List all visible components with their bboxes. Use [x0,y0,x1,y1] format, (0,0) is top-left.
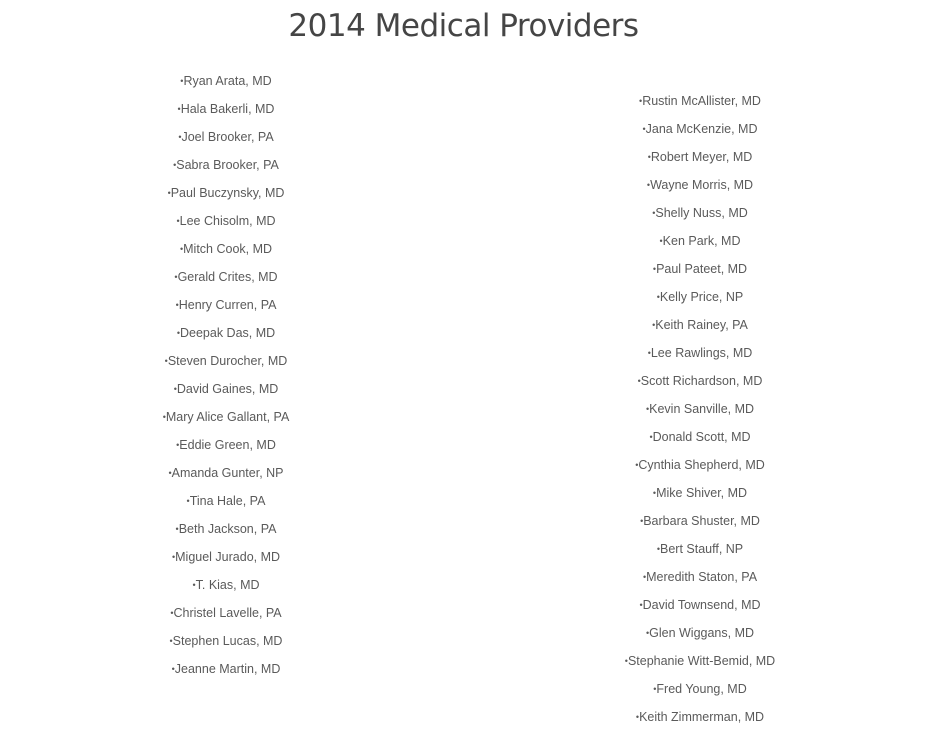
provider-name: Keith Rainey, PA [655,318,748,332]
bullet-icon: • [646,180,651,190]
bullet-icon: • [645,628,650,638]
provider-name: Deepak Das, MD [179,326,276,340]
bullet-icon: • [192,580,196,590]
bullet-icon: • [642,572,647,582]
provider-name: Amanda Gunter, NP [171,466,284,480]
provider-name: Rustin McAllister, MD [642,94,761,108]
provider-item [106,183,346,211]
provider-item [106,603,346,631]
bullet-icon: • [647,348,651,358]
provider-item [106,519,346,547]
provider-name: Beth Jackson, PA [178,522,277,536]
bullet-icon: • [176,328,180,338]
provider-item [580,427,820,455]
provider-name: Robert Meyer, MD [650,150,753,164]
provider-name: Mary Alice Gallant, PA [165,410,290,424]
bullet-icon: • [162,412,166,422]
bullet-icon: • [175,300,179,310]
provider-name: Hala Bakerli, MD [180,102,275,116]
bullet-icon: • [645,404,650,414]
provider-item [106,127,346,155]
page-title: 2014 Medical Providers [288,8,639,44]
provider-item [106,407,346,435]
provider-item [580,511,820,539]
provider-name: David Gaines, MD [176,382,279,396]
provider-item [106,99,346,127]
provider-name: Lee Rawlings, MD [650,346,753,360]
bullet-icon: • [173,160,177,170]
provider-item [106,575,346,603]
provider-name: T. Kias, MD [195,578,260,592]
provider-item [106,659,346,687]
provider-item [580,119,820,147]
bullet-icon: • [652,488,657,498]
provider-item [580,455,820,483]
bullet-icon: • [180,76,184,86]
provider-item [106,323,346,351]
provider-name: Keith Zimmerman, MD [639,710,765,724]
provider-name: Glen Wiggans, MD [649,626,755,640]
provider-item [106,631,346,659]
bullet-icon: • [179,244,184,254]
provider-name: Shelly Nuss, MD [655,206,748,220]
bullet-icon: • [647,152,651,162]
provider-name: Mitch Cook, MD [183,242,273,256]
provider-name: Joel Brooker, PA [181,130,274,144]
provider-item [580,203,820,231]
provider-list-right [580,91,820,735]
bullet-icon: • [635,460,639,470]
provider-item [580,707,820,735]
bullet-icon: • [639,600,643,610]
provider-item [106,71,346,99]
provider-item [580,623,820,651]
provider-name: Stephanie Witt-Bemid, MD [627,654,776,668]
provider-name: Kevin Sanville, MD [649,402,755,416]
bullet-icon: • [656,292,660,302]
provider-name: Barbara Shuster, MD [643,514,760,528]
bullet-icon: • [176,440,180,450]
bullet-icon: • [624,656,628,666]
provider-item [106,267,346,295]
provider-item [106,547,346,575]
provider-item [106,155,346,183]
provider-item [580,539,820,567]
bullet-icon: • [652,264,657,274]
bullet-icon: • [639,96,643,106]
provider-item [580,147,820,175]
bullet-icon: • [174,272,178,282]
provider-item [580,175,820,203]
provider-item [580,91,820,119]
provider-name: Wayne Morris, MD [650,178,754,192]
provider-item [580,259,820,287]
bullet-icon: • [176,216,180,226]
provider-list-left [106,71,346,687]
bullet-icon: • [652,320,656,330]
bullet-icon: • [637,376,641,386]
provider-name: Sabra Brooker, PA [176,158,279,172]
provider-name: Miguel Jurado, MD [175,550,281,564]
bullet-icon: • [167,188,171,198]
provider-name: Paul Buczynsky, MD [170,186,285,200]
provider-name: Scott Richardson, MD [640,374,763,388]
bullet-icon: • [656,544,660,554]
provider-item [580,343,820,371]
bullet-icon: • [173,384,177,394]
provider-name: Bert Stauff, NP [660,542,744,556]
bullet-icon: • [170,608,174,618]
provider-item [580,567,820,595]
bullet-icon: • [177,104,181,114]
provider-name: Cynthia Shepherd, MD [638,458,765,472]
provider-name: Donald Scott, MD [652,430,751,444]
provider-item [106,435,346,463]
provider-name: Stephen Lucas, MD [172,634,283,648]
provider-item [106,295,346,323]
provider-item [106,491,346,519]
provider-name: Mike Shiver, MD [656,486,748,500]
provider-item [580,595,820,623]
provider-name: Jeanne Martin, MD [174,662,281,676]
provider-name: Eddie Green, MD [179,438,276,452]
provider-item [580,651,820,679]
bullet-icon: • [168,468,172,478]
provider-name: Ryan Arata, MD [183,74,272,88]
provider-name: Fred Young, MD [656,682,747,696]
provider-name: Meredith Staton, PA [646,570,758,584]
provider-name: Kelly Price, NP [659,290,744,304]
provider-name: David Townsend, MD [642,598,761,612]
provider-name: Steven Durocher, MD [167,354,288,368]
bullet-icon: • [164,356,168,366]
bullet-icon: • [653,684,657,694]
provider-item [580,371,820,399]
bullet-icon: • [178,132,182,142]
provider-item [580,315,820,343]
provider-item [580,399,820,427]
bullet-icon: • [640,516,644,526]
provider-name: Paul Pateet, MD [656,262,748,276]
provider-item [106,239,346,267]
provider-name: Gerald Crites, MD [177,270,278,284]
bullet-icon: • [659,236,663,246]
bullet-icon: • [175,524,179,534]
bullet-icon: • [652,208,656,218]
provider-item [580,679,820,707]
provider-name: Jana McKenzie, MD [645,122,758,136]
provider-name: Tina Hale, PA [189,494,266,508]
bullet-icon: • [169,636,173,646]
provider-name: Lee Chisolm, MD [179,214,276,228]
provider-item [106,379,346,407]
provider-item [106,463,346,491]
provider-item [106,351,346,379]
bullet-icon: • [186,496,190,506]
bullet-icon: • [642,124,646,134]
provider-item [580,231,820,259]
provider-name: Christel Lavelle, PA [173,606,282,620]
provider-name: Ken Park, MD [662,234,741,248]
bullet-icon: • [649,432,653,442]
bullet-icon: • [171,664,175,674]
provider-item [580,287,820,315]
provider-name: Henry Curren, PA [178,298,277,312]
provider-item [580,483,820,511]
bullet-icon: • [635,712,640,722]
provider-item [106,211,346,239]
bullet-icon: • [171,552,176,562]
